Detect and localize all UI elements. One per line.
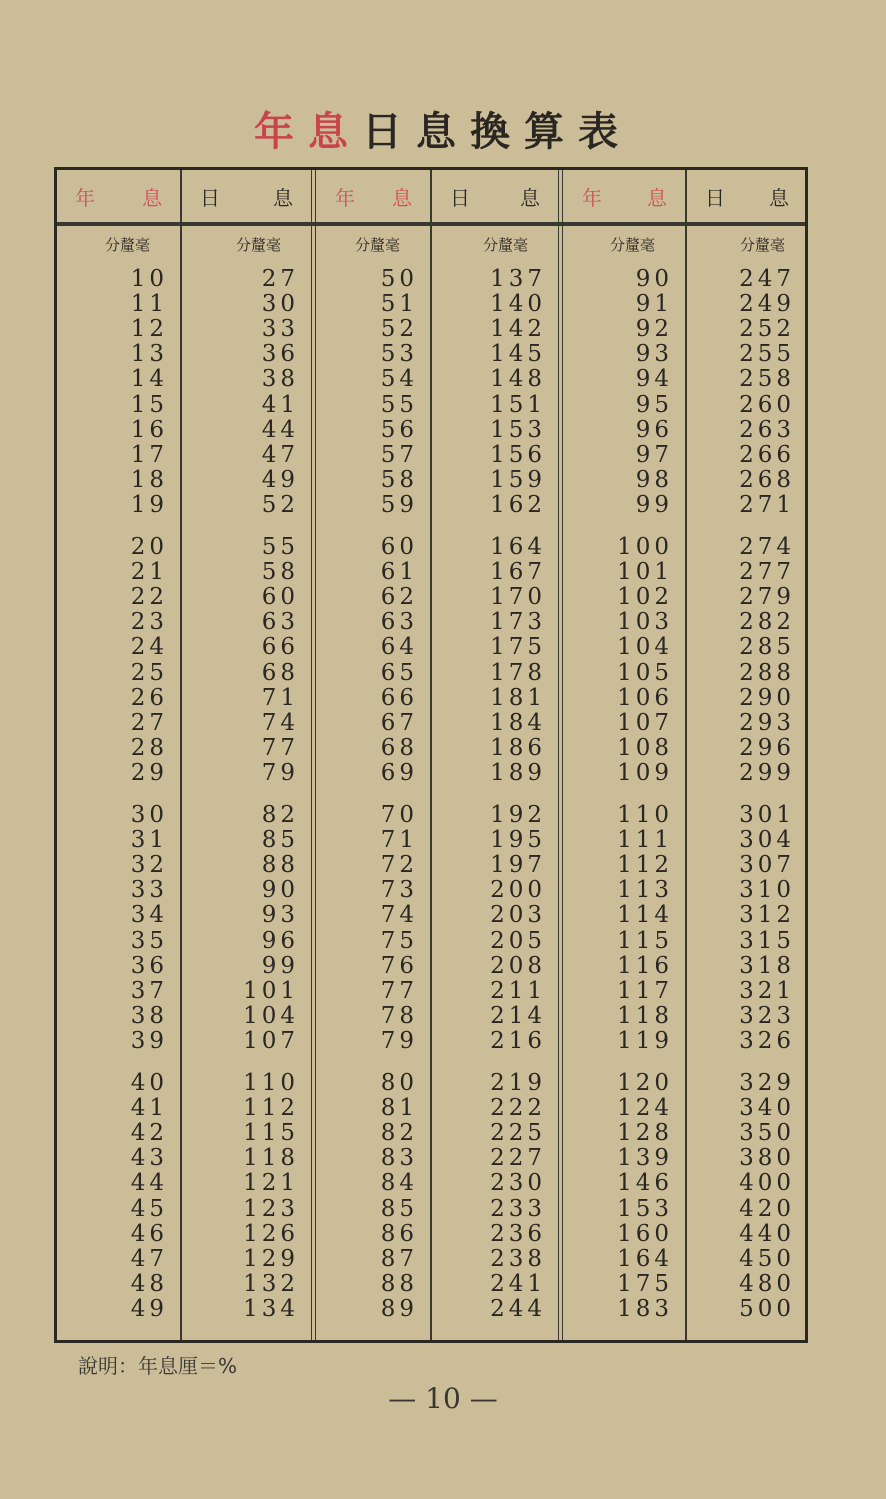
annual-value: 160 [617,1220,673,1247]
annual-value: 139 [617,1145,673,1172]
daily-value: 266 [739,441,795,468]
daily-value: 480 [739,1270,795,1297]
daily-value: 400 [739,1170,795,1197]
annual-value: 77 [380,977,418,1004]
daily-value: 49 [261,466,299,493]
annual-value: 38 [130,1002,168,1029]
annual-value: 82 [380,1120,418,1147]
annual-value: 111 [617,827,673,854]
daily-value: 63 [261,609,299,636]
annual-value: 26 [130,684,168,711]
annual-value: 114 [617,902,673,929]
annual-value: 86 [380,1220,418,1247]
daily-value: 137 [490,266,546,292]
annual-value: 18 [130,466,168,493]
daily-value: 350 [739,1120,795,1147]
annual-value: 12 [130,316,168,343]
daily-value: 205 [490,927,546,954]
annual-value: 29 [130,759,168,786]
annual-value: 95 [635,391,673,418]
annual-value: 70 [380,802,418,828]
annual-value: 27 [130,709,168,736]
daily-value: 268 [739,466,795,493]
daily-value: 33 [261,316,299,343]
daily-value: 115 [243,1120,299,1147]
daily-value: 126 [243,1220,299,1247]
daily-value: 222 [490,1095,546,1122]
daily-value: 71 [261,684,299,711]
daily-value: 197 [490,852,546,879]
daily-value: 277 [739,559,795,586]
daily-value: 181 [490,684,546,711]
annual-value: 72 [380,852,418,879]
annual-value: 112 [617,852,673,879]
annual-value: 66 [380,684,418,711]
annual-value: 109 [617,759,673,786]
annual-value: 96 [635,416,673,443]
annual-value: 110 [617,802,673,828]
daily-value: 170 [490,584,546,611]
annual-value: 63 [380,609,418,636]
annual-value: 183 [617,1295,673,1322]
daily-value: 96 [261,927,299,954]
header-annual [564,176,685,216]
unit-label: 分釐毫 [482,236,528,254]
daily-value: 167 [490,559,546,586]
header-char: 日 [450,185,470,210]
annual-value: 104 [617,634,673,661]
annual-value: 39 [130,1027,168,1054]
annual-value: 118 [617,1002,673,1029]
daily-value: 211 [490,977,546,1004]
daily-value: 112 [243,1095,299,1122]
note: 說明：年息厘＝% [78,1354,238,1378]
annual-value: 65 [380,659,418,686]
annual-value: 25 [130,659,168,686]
annual-value: 128 [617,1120,673,1147]
annual-value: 24 [130,634,168,661]
annual-value: 103 [617,609,673,636]
annual-value: 14 [130,366,168,393]
annual-value: 15 [130,391,168,418]
annual-value: 164 [617,1245,673,1272]
annual-value: 55 [380,391,418,418]
daily-value: 214 [490,1002,546,1029]
daily-value: 123 [243,1195,299,1222]
annual-value: 56 [380,416,418,443]
daily-value: 99 [261,952,299,979]
annual-value: 58 [380,466,418,493]
annual-value: 33 [130,877,168,904]
daily-value: 440 [739,1220,795,1247]
daily-value: 255 [739,341,795,368]
annual-value: 49 [130,1295,168,1322]
daily-value: 164 [490,534,546,560]
daily-value: 134 [243,1295,299,1322]
annual-value: 76 [380,952,418,979]
daily-value: 279 [739,584,795,611]
daily-value: 148 [490,366,546,393]
annual-value: 11 [130,291,168,318]
title-black: 日息換算表 [362,109,632,155]
annual-value: 153 [617,1195,673,1222]
annual-value: 74 [380,902,418,929]
annual-value: 75 [380,927,418,954]
column-divider [180,170,182,1340]
daily-value: 200 [490,877,546,904]
header-char: 日 [200,185,220,210]
annual-value: 117 [617,977,673,1004]
daily-value: 304 [739,827,795,854]
annual-value: 30 [130,802,168,828]
annual-value: 101 [617,559,673,586]
daily-value: 186 [490,734,546,761]
annual-value: 46 [130,1220,168,1247]
annual-value: 48 [130,1270,168,1297]
daily-value: 236 [490,1220,546,1247]
header-char: 年 [582,185,602,210]
daily-value: 315 [739,927,795,954]
annual-value: 44 [130,1170,168,1197]
daily-value: 192 [490,802,546,828]
daily-value: 318 [739,952,795,979]
daily-value: 140 [490,291,546,318]
annual-value: 106 [617,684,673,711]
daily-value: 241 [490,1270,546,1297]
annual-value: 37 [130,977,168,1004]
daily-value: 142 [490,316,546,343]
header-daily [687,176,807,216]
annual-value: 57 [380,441,418,468]
daily-value: 90 [261,877,299,904]
annual-value: 59 [380,491,418,518]
annual-value: 32 [130,852,168,879]
daily-value: 68 [261,659,299,686]
annual-value: 98 [635,466,673,493]
annual-value: 61 [380,559,418,586]
annual-value: 116 [617,952,673,979]
annual-value: 89 [380,1295,418,1322]
annual-value: 100 [617,534,673,560]
daily-value: 326 [739,1027,795,1054]
unit-label: 分釐毫 [609,236,655,254]
annual-value: 94 [635,366,673,393]
daily-value: 36 [261,341,299,368]
annual-value: 41 [130,1095,168,1122]
annual-value: 91 [635,291,673,318]
daily-value: 27 [261,266,299,292]
daily-value: 118 [243,1145,299,1172]
title-red: 年息 [254,109,362,155]
conversion-table [54,167,808,1343]
annual-value: 35 [130,927,168,954]
daily-value: 274 [739,534,795,560]
annual-value: 88 [380,1270,418,1297]
daily-value: 312 [739,902,795,929]
daily-value: 420 [739,1195,795,1222]
annual-value: 113 [617,877,673,904]
header-char: 日 [705,185,725,210]
annual-value: 13 [130,341,168,368]
annual-value: 108 [617,734,673,761]
unit-label: 分釐毫 [354,236,400,254]
daily-value: 93 [261,902,299,929]
annual-value: 62 [380,584,418,611]
header-char: 息 [273,185,293,210]
daily-value: 247 [739,266,795,292]
annual-value: 124 [617,1095,673,1122]
daily-value: 238 [490,1245,546,1272]
annual-value: 99 [635,491,673,518]
header-char: 息 [142,185,162,210]
annual-value: 53 [380,341,418,368]
daily-value: 58 [261,559,299,586]
header-char: 年 [75,185,95,210]
daily-value: 299 [739,759,795,786]
daily-value: 47 [261,441,299,468]
header-annual [317,176,430,216]
unit-label: 分釐毫 [739,236,785,254]
header-char: 年 [335,185,355,210]
daily-value: 233 [490,1195,546,1222]
daily-value: 282 [739,609,795,636]
daily-value: 189 [490,759,546,786]
daily-value: 66 [261,634,299,661]
annual-value: 115 [617,927,673,954]
header-daily [182,176,311,216]
annual-value: 45 [130,1195,168,1222]
annual-value: 69 [380,759,418,786]
annual-value: 43 [130,1145,168,1172]
daily-value: 162 [490,491,546,518]
annual-value: 97 [635,441,673,468]
daily-value: 225 [490,1120,546,1147]
annual-value: 78 [380,1002,418,1029]
annual-value: 84 [380,1170,418,1197]
daily-value: 249 [739,291,795,318]
annual-value: 83 [380,1145,418,1172]
annual-value: 120 [617,1070,673,1096]
daily-value: 380 [739,1145,795,1172]
daily-value: 310 [739,877,795,904]
annual-value: 146 [617,1170,673,1197]
daily-value: 340 [739,1095,795,1122]
daily-value: 230 [490,1170,546,1197]
daily-value: 203 [490,902,546,929]
daily-value: 38 [261,366,299,393]
unit-label: 分釐毫 [104,236,150,254]
daily-value: 159 [490,466,546,493]
daily-value: 173 [490,609,546,636]
daily-value: 44 [261,416,299,443]
annual-value: 51 [380,291,418,318]
annual-value: 20 [130,534,168,560]
daily-value: 271 [739,491,795,518]
annual-value: 31 [130,827,168,854]
daily-value: 290 [739,684,795,711]
header-daily [432,176,558,216]
daily-value: 323 [739,1002,795,1029]
annual-value: 16 [130,416,168,443]
annual-value: 79 [380,1027,418,1054]
annual-value: 34 [130,902,168,929]
daily-value: 307 [739,852,795,879]
annual-value: 93 [635,341,673,368]
annual-value: 50 [380,266,418,292]
daily-value: 79 [261,759,299,786]
annual-value: 85 [380,1195,418,1222]
daily-value: 145 [490,341,546,368]
annual-value: 73 [380,877,418,904]
daily-value: 296 [739,734,795,761]
header-char: 息 [769,185,789,210]
annual-value: 105 [617,659,673,686]
annual-value: 71 [380,827,418,854]
daily-value: 252 [739,316,795,343]
annual-value: 81 [380,1095,418,1122]
annual-value: 10 [130,266,168,292]
page-number: — 10 — [388,1382,498,1415]
header-char: 息 [520,185,540,210]
daily-value: 227 [490,1145,546,1172]
daily-value: 175 [490,634,546,661]
daily-value: 293 [739,709,795,736]
daily-value: 85 [261,827,299,854]
daily-value: 74 [261,709,299,736]
daily-value: 288 [739,659,795,686]
annual-value: 102 [617,584,673,611]
daily-value: 285 [739,634,795,661]
daily-value: 77 [261,734,299,761]
daily-value: 82 [261,802,299,828]
annual-value: 67 [380,709,418,736]
daily-value: 132 [243,1270,299,1297]
daily-value: 52 [261,491,299,518]
annual-value: 68 [380,734,418,761]
daily-value: 129 [243,1245,299,1272]
daily-value: 216 [490,1027,546,1054]
daily-value: 450 [739,1245,795,1272]
annual-value: 47 [130,1245,168,1272]
annual-value: 21 [130,559,168,586]
daily-value: 121 [243,1170,299,1197]
annual-value: 175 [617,1270,673,1297]
daily-value: 219 [490,1070,546,1096]
daily-value: 329 [739,1070,795,1096]
page-title [0,100,886,157]
unit-label: 分釐毫 [235,236,281,254]
daily-value: 500 [739,1295,795,1322]
daily-value: 151 [490,391,546,418]
daily-value: 55 [261,534,299,560]
daily-value: 258 [739,366,795,393]
header-char: 息 [647,185,667,210]
annual-value: 60 [380,534,418,560]
daily-value: 107 [243,1027,299,1054]
annual-value: 119 [617,1027,673,1054]
daily-value: 263 [739,416,795,443]
annual-value: 19 [130,491,168,518]
daily-value: 88 [261,852,299,879]
annual-value: 107 [617,709,673,736]
annual-value: 87 [380,1245,418,1272]
header-annual [57,176,180,216]
daily-value: 195 [490,827,546,854]
annual-value: 28 [130,734,168,761]
daily-value: 208 [490,952,546,979]
daily-value: 41 [261,391,299,418]
daily-value: 321 [739,977,795,1004]
annual-value: 92 [635,316,673,343]
annual-value: 17 [130,441,168,468]
annual-value: 42 [130,1120,168,1147]
annual-value: 40 [130,1070,168,1096]
daily-value: 110 [243,1070,299,1096]
daily-value: 244 [490,1295,546,1322]
daily-value: 153 [490,416,546,443]
daily-value: 178 [490,659,546,686]
daily-value: 156 [490,441,546,468]
column-divider [430,170,432,1340]
annual-value: 23 [130,609,168,636]
annual-value: 64 [380,634,418,661]
daily-value: 184 [490,709,546,736]
annual-value: 52 [380,316,418,343]
daily-value: 301 [739,802,795,828]
daily-value: 104 [243,1002,299,1029]
daily-value: 30 [261,291,299,318]
annual-value: 22 [130,584,168,611]
header-char: 息 [392,185,412,210]
annual-value: 36 [130,952,168,979]
annual-value: 90 [635,266,673,292]
annual-value: 80 [380,1070,418,1096]
daily-value: 260 [739,391,795,418]
daily-value: 101 [243,977,299,1004]
daily-value: 60 [261,584,299,611]
annual-value: 54 [380,366,418,393]
